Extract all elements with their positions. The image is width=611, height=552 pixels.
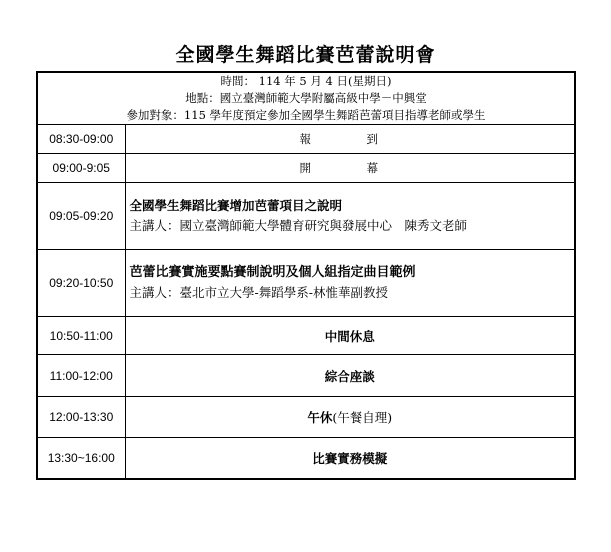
table-row — [37, 355, 575, 397]
time-cell: 12:00-13:30 — [37, 397, 125, 438]
time-cell: 08:30-09:00 — [37, 125, 125, 154]
time-cell: 13:30~16:00 — [37, 438, 125, 479]
session-title: 芭蕾比賽實施要點賽制說明及個人組指定曲目範例 — [129, 265, 416, 280]
agenda-session — [125, 183, 575, 250]
table-row — [37, 183, 575, 250]
agenda-item: 綜合座談 — [125, 355, 575, 397]
lunch-label: 午休 — [307, 410, 333, 425]
session-title: 全國學生舞蹈比賽增加芭蕾項目之說明 — [129, 198, 343, 213]
time-cell: 09:00-9:05 — [37, 154, 125, 183]
page-title: 全國學生舞蹈比賽芭蕾說明會 — [175, 44, 436, 66]
schedule-table — [36, 71, 576, 480]
session-speaker: 主講人：臺北市立大學-舞蹈學系-林惟華副教授 — [129, 285, 388, 300]
table-row — [37, 154, 575, 183]
event-audience: 參加對象：115 學年度預定參加全國學生舞蹈芭蕾項目指導老師或學生 — [126, 108, 486, 122]
table-row — [37, 250, 575, 317]
time-cell: 09:05-09:20 — [37, 183, 125, 250]
table-row — [37, 317, 575, 355]
agenda-item: 中間休息 — [125, 317, 575, 355]
time-cell: 10:50-11:00 — [37, 317, 125, 355]
lunch-note: (午餐自理) — [332, 410, 393, 425]
session-speaker: 主講人：國立臺灣師範大學體育研究與發展中心 陳秀文老師 — [129, 218, 468, 233]
agenda-item — [125, 397, 575, 438]
table-row — [37, 438, 575, 479]
time-cell: 09:20-10:50 — [37, 250, 125, 317]
table-row — [37, 125, 575, 154]
event-time: 時間： 114 年 5 月 4 日(星期日) — [220, 74, 392, 88]
time-cell: 11:00-12:00 — [37, 355, 125, 397]
agenda-item: 比賽實務模擬 — [125, 438, 575, 479]
event-info — [37, 72, 575, 125]
event-location: 地點：國立臺灣師範大學附屬高級中學－中興堂 — [185, 91, 427, 105]
table-row — [37, 397, 575, 438]
agenda-session — [125, 250, 575, 317]
agenda-item: 報 到 — [125, 125, 575, 154]
header-row — [37, 72, 575, 125]
agenda-item: 開 幕 — [125, 154, 575, 183]
